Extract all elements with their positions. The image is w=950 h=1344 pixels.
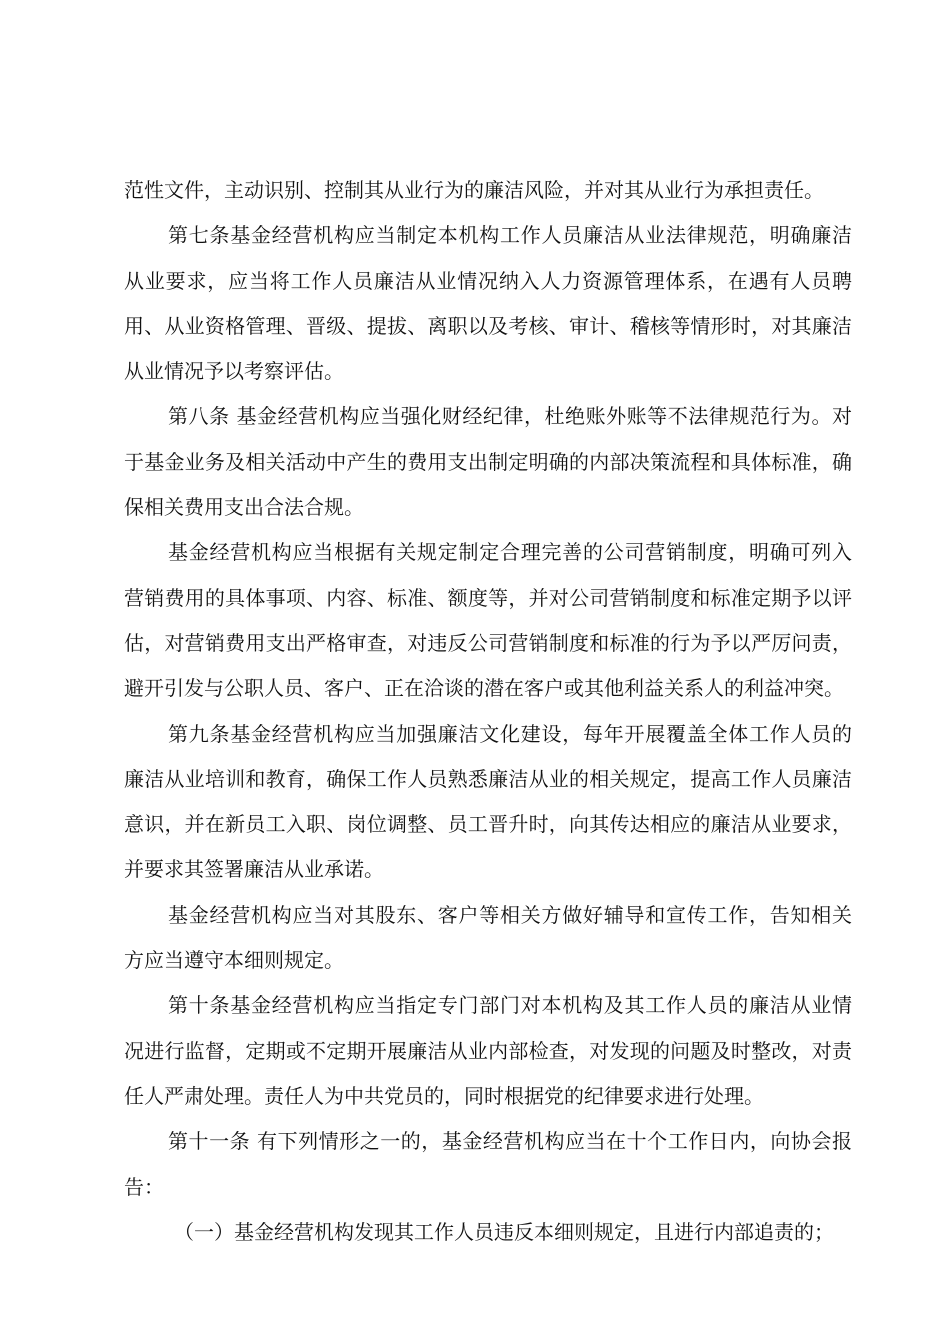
text-line: 避开引发与公职人员、客户、正在洽谈的潜在客户或其他利益关系人的利益冲突。 — [124, 676, 844, 701]
paragraph-article-8 — [124, 394, 852, 530]
paragraph-article-11 — [124, 1119, 852, 1210]
text-line: （一）基金经营机构发现其工作人员违反本细则规定，且进行内部追责的； — [174, 1219, 834, 1244]
text-line: 基金经营机构应当对其股东、客户等相关方做好辅导和宣传工作，告知相关 — [168, 902, 852, 927]
text-line: 从业情况予以考察评估。 — [124, 359, 344, 384]
text-line: 任人严肃处理。责任人为中共党员的，同时根据党的纪律要求进行处理。 — [124, 1083, 764, 1108]
text-line: 营销费用的具体事项、内容、标准、额度等，并对公司营销制度和标准定期予以评 — [124, 585, 852, 610]
text-line: 第十一条 有下列情形之一的，基金经营机构应当在十个工作日内，向协会报 — [168, 1129, 852, 1154]
text-line: 保相关费用支出合法合规。 — [124, 495, 364, 520]
text-line: 第八条 基金经营机构应当强化财经纪律，杜绝账外账等不法律规范行为。对 — [168, 404, 852, 429]
document-body — [124, 168, 852, 1255]
text-line: 用、从业资格管理、晋级、提拔、离职以及考核、审计、稽核等情形时，对其廉洁 — [124, 313, 852, 338]
text-line: 范性文件，主动识别、控制其从业行为的廉洁风险，并对其从业行为承担责任。 — [124, 178, 824, 202]
text-line: 从业要求，应当将工作人员廉洁从业情况纳入人力资源管理体系，在遇有人员聘 — [124, 268, 852, 293]
text-line: 第九条基金经营机构应当加强廉洁文化建设，每年开展覆盖全体工作人员的 — [168, 721, 852, 746]
text-line: 估，对营销费用支出严格审查，对违反公司营销制度和标准的行为予以严厉问责， — [124, 630, 852, 655]
text-line: 第十条基金经营机构应当指定专门部门对本机构及其工作人员的廉洁从业情 — [168, 993, 852, 1018]
text-line: 意识，并在新员工入职、岗位调整、员工晋升时，向其传达相应的廉洁从业要求， — [124, 812, 852, 837]
text-line: 告： — [124, 1174, 164, 1199]
paragraph-article-7 — [124, 213, 852, 394]
text-line: 基金经营机构应当根据有关规定制定合理完善的公司营销制度，明确可列入 — [168, 540, 852, 565]
paragraph-marketing — [124, 530, 852, 711]
text-line: 况进行监督，定期或不定期开展廉洁从业内部检查，对发现的问题及时整改，对责 — [124, 1038, 852, 1063]
text-line: 方应当遵守本细则规定。 — [124, 948, 344, 973]
text-line: 并要求其签署廉洁从业承诺。 — [124, 857, 384, 882]
paragraph-stakeholders — [124, 893, 852, 984]
paragraph-article-9 — [124, 712, 852, 893]
paragraph-item-1 — [124, 1210, 852, 1255]
paragraph-continuation — [124, 168, 852, 213]
text-line: 廉洁从业培训和教育，确保工作人员熟悉廉洁从业的相关规定，提高工作人员廉洁 — [124, 766, 852, 791]
text-line: 于基金业务及相关活动中产生的费用支出制定明确的内部决策流程和具体标准，确 — [124, 449, 852, 474]
text-line: 第七条基金经营机构应当制定本机构工作人员廉洁从业法律规范，明确廉洁 — [168, 223, 852, 248]
paragraph-article-10 — [124, 983, 852, 1119]
